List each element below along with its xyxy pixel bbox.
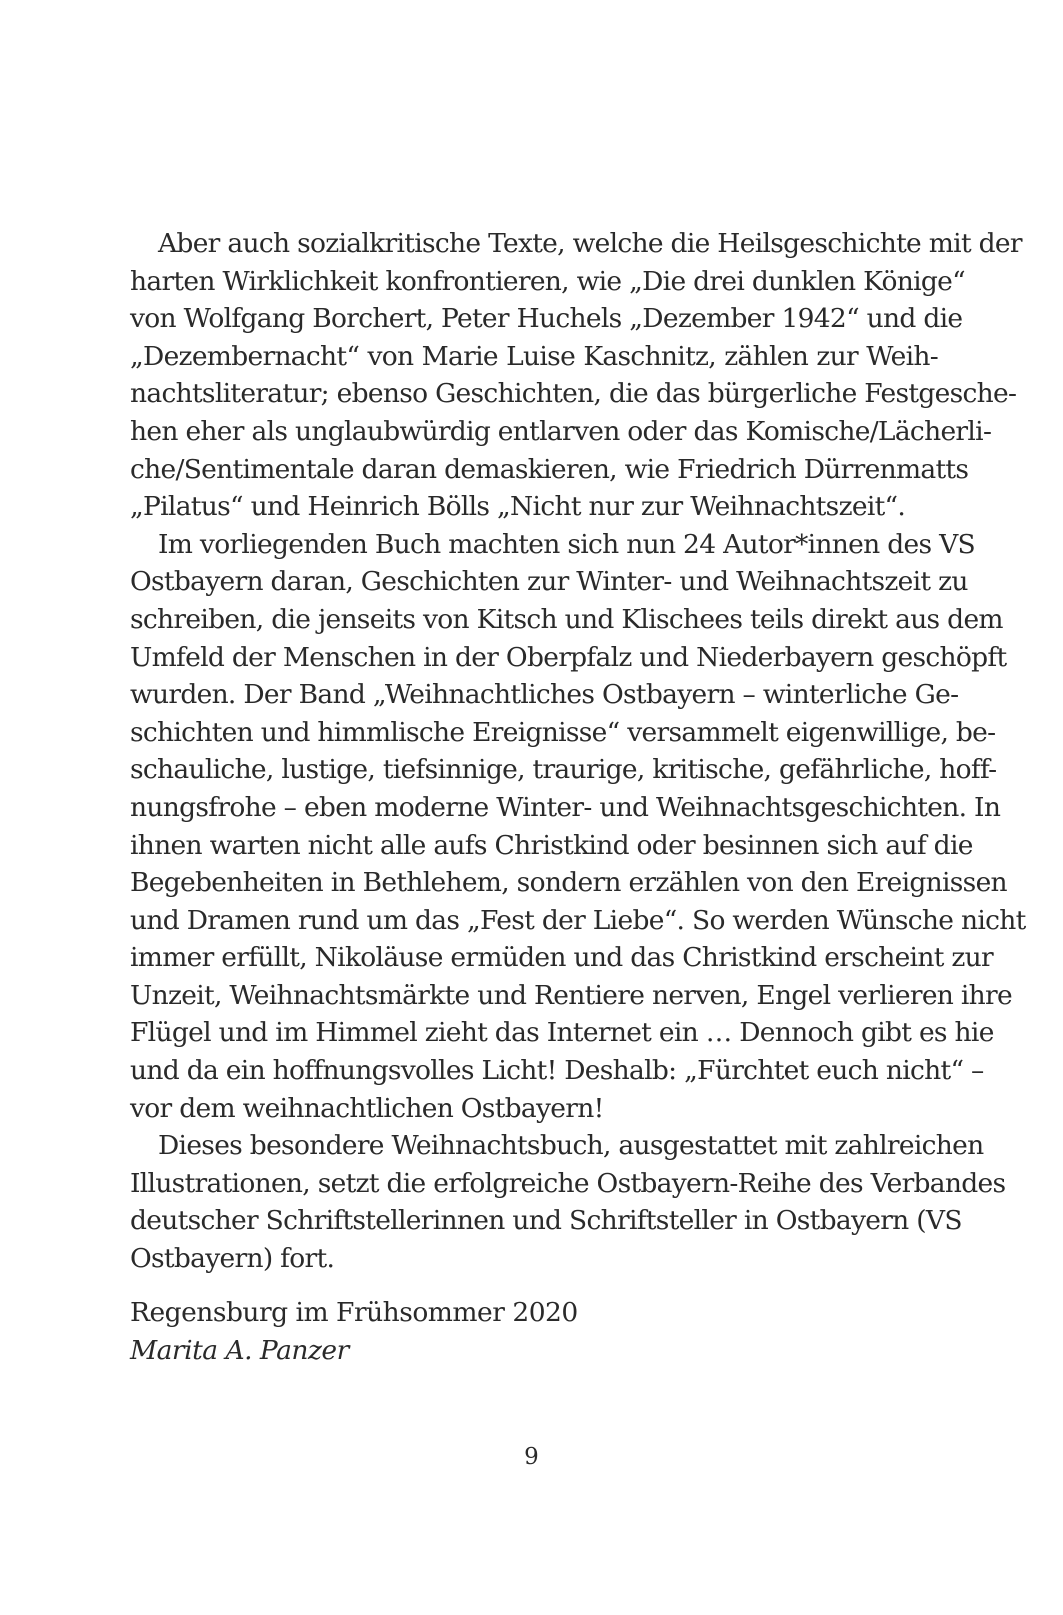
text-line: che/Sentimentale daran demaskieren, wie Friedrich Dürrenmatts — [130, 453, 969, 485]
closing-block — [130, 1294, 938, 1369]
text-line: vor dem weihnachtlichen Ostbayern! — [130, 1092, 604, 1124]
text-line: schreiben, die jenseits von Kitsch und Klischees teils direkt aus dem — [130, 603, 1003, 635]
text-line: Flügel und im Himmel zieht das Internet ein … Dennoch gibt es hie — [130, 1017, 994, 1049]
paragraph-2 — [130, 526, 1026, 1128]
text-line: Umfeld der Menschen in der Oberpfalz und Niederbayern geschöpft — [130, 641, 1007, 673]
text-line: Ostbayern) fort. — [130, 1243, 335, 1275]
text-line: harten Wirklichkeit konfrontieren, wie „Die drei dunklen Könige“ — [130, 265, 965, 297]
text-line: „Dezembernacht“ von Marie Luise Kaschnitz, zählen zur Weih- — [130, 340, 938, 372]
text-line: „Pilatus“ und Heinrich Bölls „Nicht nur zur Weihnachtszeit“. — [130, 491, 906, 523]
text-line: nungsfrohe – eben moderne Winter- und Weihnachtsgeschichten. In — [130, 791, 1001, 823]
text-line: immer erfüllt, Nikoläuse ermüden und das Christkind erscheint zur — [130, 942, 993, 974]
text-line: deutscher Schriftstellerinnen und Schriftsteller in Ostbayern (VS — [130, 1205, 962, 1237]
body-text — [130, 225, 1026, 1278]
text-line: ihnen warten nicht alle aufs Christkind oder besinnen sich auf die — [130, 829, 973, 861]
paragraph-3 — [130, 1127, 1006, 1277]
text-line: Dieses besondere Weihnachtsbuch, ausgestattet mit zahlreichen — [158, 1130, 984, 1162]
text-line: und Dramen rund um das „Fest der Liebe“. So werden Wünsche nicht — [130, 904, 1026, 936]
text-line: Unzeit, Weihnachtsmärkte und Rentiere nerven, Engel verlieren ihre — [130, 979, 1012, 1011]
text-line: Aber auch sozialkritische Texte, welche die Heilsgeschichte mit der — [158, 228, 1022, 259]
page-number: 9 — [524, 1444, 539, 1470]
text-line: Begebenheiten in Bethlehem, sondern erzählen von den Ereignissen — [130, 867, 1007, 899]
place-date: Regensburg im Frühsommer 2020 — [130, 1297, 578, 1328]
text-line: von Wolfgang Borchert, Peter Huchels „Dezember 1942“ und die — [130, 303, 963, 335]
text-line: hen eher als unglaubwürdig entlarven oder das Komische/Lächerli- — [130, 415, 992, 447]
text-line: nachtsliteratur; ebenso Geschichten, die das bürgerliche Festgesche- — [130, 378, 1017, 410]
text-line: Illustrationen, setzt die erfolgreiche Ostbayern-Reihe des Verbandes — [130, 1167, 1006, 1199]
paragraph-1 — [130, 225, 1022, 526]
text-line: schauliche, lustige, tiefsinnige, traurige, kritische, gefährliche, hoff- — [130, 754, 997, 786]
text-line: Ostbayern daran, Geschichten zur Winter- und Weihnachtszeit zu — [130, 566, 968, 598]
text-line: schichten und himmlische Ereignisse“ versammelt eigenwillige, be- — [130, 716, 996, 748]
author-name: Marita A. Panzer — [130, 1334, 349, 1366]
text-line: wurden. Der Band „Weihnachtliches Ostbayern – winterliche Ge- — [130, 679, 959, 711]
text-line: Im vorliegenden Buch machten sich nun 24 Autor*innen des VS — [158, 528, 975, 560]
text-line: und da ein hoffnungsvolles Licht! Deshalb: „Fürchtet euch nicht“ – — [130, 1055, 984, 1087]
